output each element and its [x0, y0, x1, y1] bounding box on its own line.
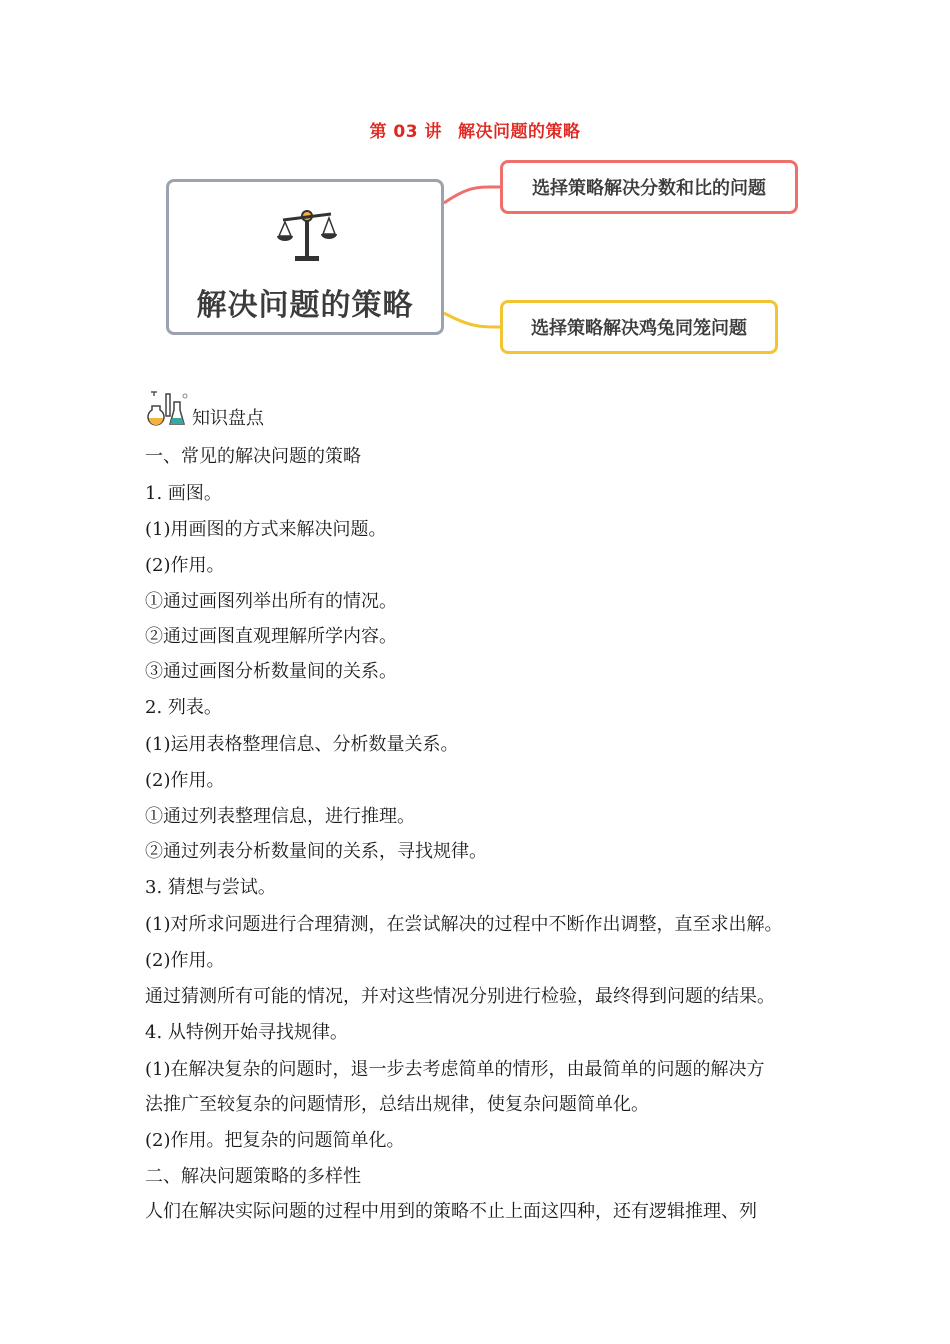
balance-scale-icon	[275, 206, 339, 266]
text-line: (1)运用表格整理信息、分析数量关系。	[145, 734, 459, 755]
text-line: 1. 画图。	[145, 483, 222, 504]
text-line: (1)对所求问题进行合理猜测，在尝试解决的过程中不断作出调整，直至求出解。	[145, 914, 783, 935]
text-line: 一、常见的解决问题的策略	[145, 446, 361, 467]
section-label: 知识盘点	[192, 408, 264, 429]
text-line: (2)作用。把复杂的问题简单化。	[145, 1130, 405, 1151]
text-line: (2)作用。	[145, 770, 225, 791]
text-line: (1)用画图的方式来解决问题。	[145, 519, 387, 540]
section-heading	[146, 386, 264, 432]
mind-map-center-label: 解决问题的策略	[196, 288, 414, 323]
text-line: 通过猜测所有可能的情况，并对这些情况分别进行检验，最终得到问题的结果。	[145, 986, 775, 1007]
mind-map-branch-chicken-rabbit: 选择策略解决鸡兔同笼问题	[500, 300, 778, 354]
mind-map-center-node	[166, 179, 444, 335]
text-line: (2)作用。	[145, 555, 225, 576]
text-line: 2. 列表。	[145, 697, 222, 718]
text-line: (2)作用。	[145, 950, 225, 971]
text-line: ③通过画图分析数量间的关系。	[145, 661, 397, 682]
text-line: ①通过画图列举出所有的情况。	[145, 591, 397, 612]
text-line: 法推广至较复杂的问题情形，总结出规律，使复杂问题简单化。	[145, 1094, 649, 1115]
text-line: ②通过列表分析数量间的关系，寻找规律。	[145, 841, 487, 862]
mind-map	[160, 155, 810, 360]
page-title: 第 03 讲 解决问题的策略	[369, 122, 581, 142]
text-line: 二、解决问题策略的多样性	[145, 1166, 361, 1187]
mind-map-branch-fraction-ratio: 选择策略解决分数和比的问题	[500, 160, 798, 214]
text-line: 3. 猜想与尝试。	[145, 877, 276, 898]
lab-flask-icon	[146, 388, 192, 432]
text-line: ②通过画图直观理解所学内容。	[145, 626, 397, 647]
text-line: 人们在解决实际问题的过程中用到的策略不止上面这四种，还有逻辑推理、列	[145, 1201, 757, 1222]
text-line: 4. 从特例开始寻找规律。	[145, 1022, 348, 1043]
text-line: (1)在解决复杂的问题时，退一步去考虑简单的情形，由最简单的问题的解决方	[145, 1059, 765, 1080]
text-line: ①通过列表整理信息，进行推理。	[145, 806, 415, 827]
